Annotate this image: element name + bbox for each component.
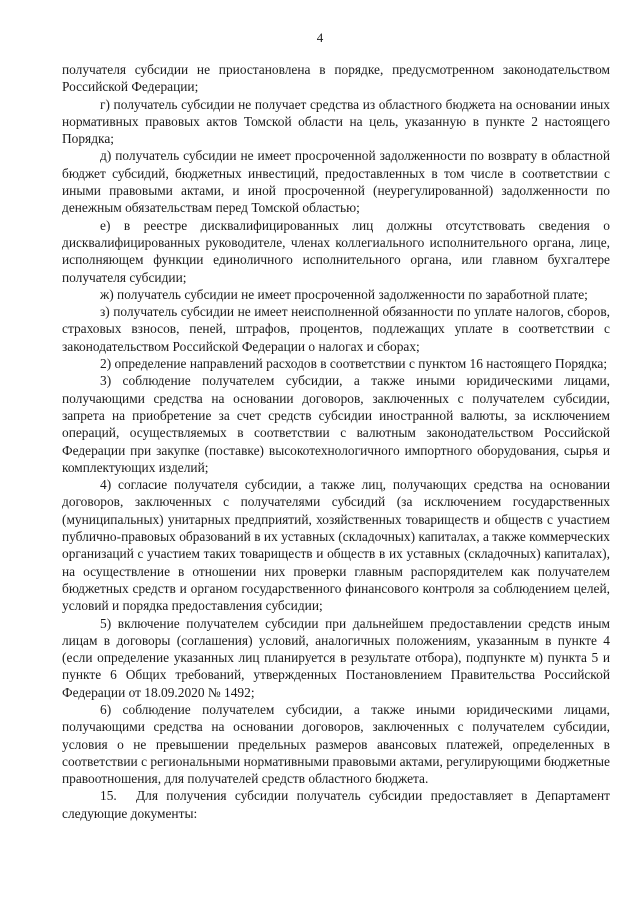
paragraph: д) получатель субсидии не имеет просроченной задолженности по возврату в областной бюджет субсидий, бюджетных инвестиций, предоставленных в том числе в соответствии с иными правовыми актами, и иной просроченной (неурегулированной) задолженности по денежным обязательствам перед Томской областью; (62, 148, 610, 216)
clause-number: 15. (100, 788, 117, 804)
paragraph: 3) соблюдение получателем субсидии, а также иными юридическими лицами, получающими средства на основании договоров, заключенных с получателем субсидии, запрета на приобретение за счет средств субсидии иностранной валюты, за исключением операций, осуществляемых в соответствии с валютным законодательством Российской Федерации при закупке (поставке) высокотехнологичного импортного оборудования, сырья и комплектующих изделий; (62, 373, 610, 475)
paragraph: ж) получатель субсидии не имеет просроченной задолженности по заработной плате; (100, 286, 588, 302)
paragraph: г) получатель субсидии не получает средства из областного бюджета на основании иных нормативных правовых актов Томской области на цель, указанную в пункте 2 настоящего Порядка; (62, 96, 610, 147)
paragraph: з) получатель субсидии не имеет неисполненной обязанности по уплате налогов, сборов, страховых взносов, пеней, штрафов, процентов, подлежащих уплате в соответствии с законодательством Российской Федерации о налогах и сборах; (62, 304, 610, 354)
page-number: 4 (316, 30, 324, 45)
paragraph: 5) включение получателем субсидии при дальнейшем предоставлении средств иным лицам в договоры (соглашения) условий, аналогичных положениям, указанным в пункте 4 (если определение указанных лиц планируется в результате отбора), подпункте м) пункта 5 и пункте 6 Общих требований, утвержденных Постановлением Правительства Российской Федерации от 18.09.2020 № 1492; (62, 615, 610, 700)
paragraph: 2) определение направлений расходов в соответствии с пунктом 16 настоящего Порядка; (100, 356, 608, 372)
document-body (62, 61, 610, 822)
clause-text: Для получения субсидии получатель субсидии предоставляет в Департамент следующие документы: (62, 788, 610, 821)
paragraph: е) в реестре дисквалифицированных лиц должны отсутствовать сведения о дисквалифицированных руководителе, членах коллегиального исполнительного органа, лице, исполняющем функции единоличного исполнительного органа, или главном бухгалтере получателя субсидии; (62, 217, 610, 285)
paragraph: 6) соблюдение получателем субсидии, а также иными юридическими лицами, получающими средства на основании договоров, заключенных с получателем субсидии, условия о не превышении предельных размеров авансовых платежей, определенных в соответствии с региональными нормативными правовыми актами, регулирующими бюджетные правоотношения, для получателей средств областного бюджета. (62, 701, 610, 787)
paragraph: 4) согласие получателя субсидии, а также лиц, получающих средства на основании договоров, заключенных с получателями субсидий (за исключением государственных (муниципальных) унитарных предприятий, хозяйственных товариществ и обществ с участием публично-правовых образований в их уставных (складочных) капиталах, а также коммерческих организаций с участием таких товариществ и обществ в их уставных (складочных) капиталах), на осуществление в отношении них проверки главным распорядителем как получателем бюджетных средств и органом государственного финансового контроля за соблюдением целей, условий и порядка предоставления субсидии; (62, 477, 610, 614)
clause-15 (62, 787, 610, 822)
paragraph: получателя субсидии не приостановлена в порядке, предусмотренном законодательством Российской Федерации; (62, 62, 610, 95)
